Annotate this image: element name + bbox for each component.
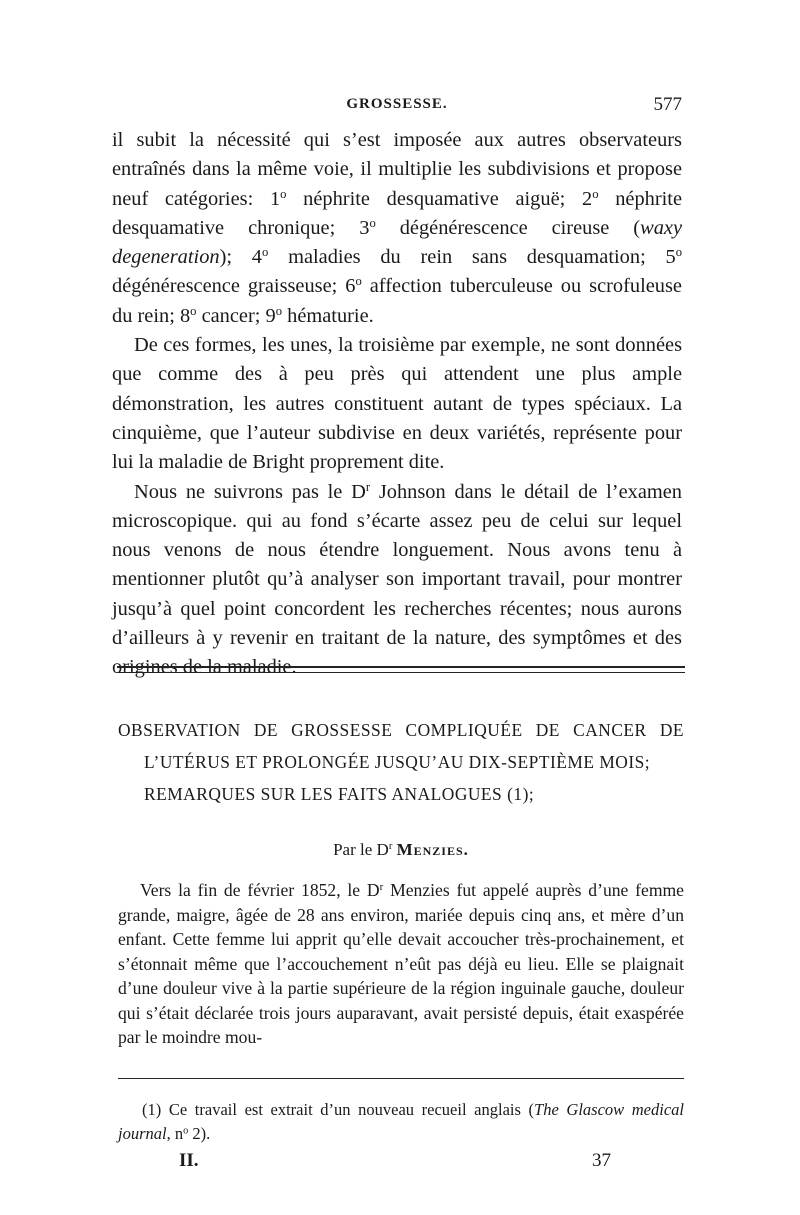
ordinal-sup: o bbox=[190, 303, 197, 318]
text-run: cancer; 9 bbox=[196, 304, 276, 327]
ordinal-sup: o bbox=[355, 274, 362, 289]
text-run: dégénérescence cireuse ( bbox=[375, 216, 641, 239]
ordinal-sup: o bbox=[275, 303, 283, 318]
text-run: , n bbox=[166, 1124, 184, 1143]
page-number: 577 bbox=[653, 94, 682, 115]
text-run: Nous ne suivrons pas le D bbox=[134, 480, 366, 503]
text-run: maladies du rein sans desquamation; 5 bbox=[268, 246, 676, 269]
text-run: (1) Ce travail est extrait d’un nouveau recueil anglais ( bbox=[142, 1100, 535, 1119]
title-sup: r bbox=[388, 841, 393, 853]
ordinal-sup: o bbox=[592, 186, 599, 201]
author-prefix: Par le D bbox=[333, 840, 389, 859]
sheet-number: 37 bbox=[592, 1150, 611, 1171]
footnote-paragraph bbox=[118, 1098, 684, 1146]
ordinal-sup: o bbox=[369, 215, 376, 230]
text-run: 2). bbox=[188, 1124, 211, 1143]
observation-text bbox=[118, 878, 684, 1050]
title-sup: r bbox=[379, 881, 384, 893]
footnote bbox=[118, 1098, 684, 1146]
paragraph-3 bbox=[112, 478, 682, 683]
journal-title: The Glascow medical journal bbox=[118, 1100, 685, 1143]
ordinal-sup: o bbox=[280, 186, 287, 201]
italic-term: waxy degeneration bbox=[112, 216, 682, 269]
body-text bbox=[112, 126, 682, 683]
section-divider-thin bbox=[117, 672, 685, 673]
text-run: il subit la nécessité qui s’est imposée aux autres observateurs entraînés dans la même voie, il multiplie les subdivisions et propose neuf catégories: 1 bbox=[112, 129, 682, 210]
section-title-line-3: REMARQUES SUR LES FAITS ANALOGUES (1); bbox=[144, 784, 535, 804]
running-head: GROSSESSE. bbox=[346, 96, 448, 112]
text-run: affection tuberculeuse ou scrofuleuse du rein; 8 bbox=[112, 275, 682, 327]
footnote-divider bbox=[118, 1078, 684, 1079]
ordinal-sup: o bbox=[262, 245, 269, 260]
author-line bbox=[118, 840, 684, 860]
paragraph-2: De ces formes, les unes, la troisième par exemple, ne sont données que comme des à peu près qui attendent une plus ample démonstration, les autres constituent autant de types spéciaux. La cinquième, que l’auteur subdivise en deux variétés, représente pour lui la maladie de Bright proprement dite. bbox=[112, 334, 682, 474]
text-run: ); 4 bbox=[219, 246, 263, 269]
page-header bbox=[112, 96, 682, 120]
text-run: néphrite desquamative aiguë; 2 bbox=[286, 187, 593, 210]
ordinal-sup: o bbox=[183, 1125, 189, 1137]
ordinal-sup: o bbox=[675, 245, 682, 260]
text-run: hématurie. bbox=[282, 304, 374, 327]
title-sup: r bbox=[365, 479, 371, 494]
text-run: néphrite desquamative chronique; 3 bbox=[112, 187, 683, 239]
author-name: Menzies. bbox=[396, 840, 469, 859]
section-divider-thick bbox=[117, 666, 685, 668]
text-run: Vers la fin de février 1852, le D bbox=[140, 880, 380, 900]
text-run: Johnson dans le détail de l’examen microscopique. qui au fond s’écarte assez peu de celui sur lequel nous venons de nous étendre longuement. Nous avons tenu à mentionner plutôt qu’à analyser son important travail, pour montrer jusqu’à quel point concordent les recherches récentes; nous aurons d’ailleurs à y revenir en traitant de la nature, des symptômes et des origines de la maladie. bbox=[112, 480, 683, 679]
section-title-line-1: OBSERVATION DE GROSSESSE COMPLIQUÉE DE CANCER DE bbox=[118, 720, 684, 740]
text-run: dégénérescence graisseuse; 6 bbox=[112, 275, 356, 298]
observation-paragraph bbox=[118, 878, 684, 1050]
volume-signature: II. bbox=[179, 1150, 199, 1171]
paragraph-1 bbox=[112, 126, 682, 331]
section-title-line-2: L’UTÉRUS ET PROLONGÉE JUSQU’AU DIX-SEPTIÈME MOIS; bbox=[144, 752, 651, 772]
section-title bbox=[118, 714, 684, 810]
text-run: Menzies fut appelé auprès d’une femme grande, maigre, âgée de 28 ans environ, mariée depuis cinq ans, et mère d’un enfant. Cette femme lui apprit qu’elle devait accoucher très-prochainement, et s’étonnait même que l’accouchement n’eût pas déjà eu lieu. Elle se plaignait d’une douleur vive à la partie supérieure de la région inguinale gauche, douleur qui s’était déclarée trois jours auparavant, avait persisté depuis, était exaspérée par le moindre mou- bbox=[118, 880, 684, 1047]
